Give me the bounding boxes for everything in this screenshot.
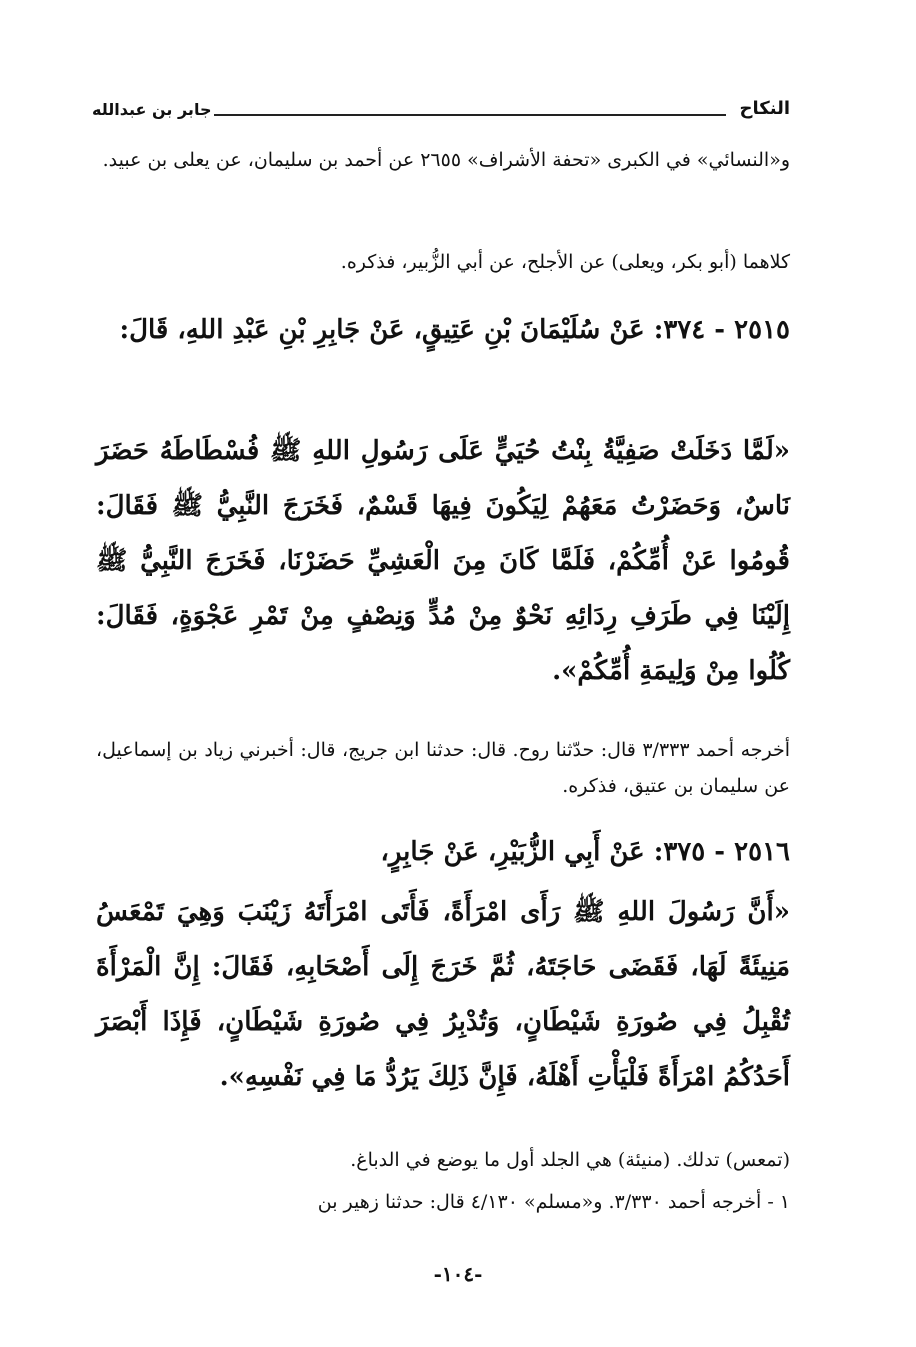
paragraph-ahmad-takhrij: أخرجه أحمد ٣/٣٣٣ قال: حدّثنا روح. قال: حدثنا ابن جريج، قال: أخبرني زياد بن إسماعيل، عن سليمان بن عتيق، فذكره. [96, 739, 791, 797]
chapter-title: النكاح [739, 98, 790, 119]
hadith-2515-text: «لَمَّا دَخَلَتْ صَفِيَّةُ بِنْتُ حُيَيٍّ عَلَى رَسُولِ اللهِ ﷺ فُسْطَاطَهُ حَضَرَ نَاسٌ، وَحَضَرْتُ مَعَهُمْ لِيَكُونَ فِيهَا قَسْمٌ، فَخَرَجَ النَّبِيُّ ﷺ فَقَالَ: قُومُوا عَنْ أُمِّكُمْ، فَلَمَّا كَانَ مِنَ الْعَشِيِّ حَضَرْنَا، فَخَرَجَ النَّبِيُّ ﷺ إِلَيْنَا فِي طَرَفِ رِدَائِهِ نَحْوٌ مِنْ مُدٍّ وَنِصْفٍ مِنْ تَمْرِ عَجْوَةٍ، فَقَالَ: كُلُوا مِنْ وَلِيمَةِ أُمِّكُمْ». [96, 436, 790, 686]
hadith-2515-heading: ٢٥١٥ - ٣٧٤: عَنْ سُلَيْمَانَ بْنِ عَتِيقٍ، عَنْ جَابِرِ بْنِ عَبْدِ اللهِ، قَالَ: [119, 315, 790, 345]
paragraph-nasai-citation: و«النسائي» في الكبرى «تحفة الأشراف» ٢٦٥٥ عن أحمد بن سليمان، عن يعلى بن عبيد. [102, 149, 790, 171]
header-rule [214, 114, 726, 116]
paragraph-kilahuma: كلاهما (أبو بكر، ويعلى) عن الأجلح، عن أبي الزُّبير، فذكره. [340, 251, 790, 273]
hadith-2516-heading: ٢٥١٦ - ٣٧٥: عَنْ أَبِي الزُّبَيْرِ، عَنْ جَابِرٍ، [380, 837, 790, 867]
running-header [92, 98, 790, 128]
footnote-takhrij: ١ - أخرجه أحمد ٣/٣٣٠. و«مسلم» ٤/١٣٠ قال: حدثنا زهير بن [317, 1191, 790, 1213]
hadith-2516-text: «أَنَّ رَسُولَ اللهِ ﷺ رَأَى امْرَأَةً، فَأَتَى امْرَأَتَهُ زَيْنَبَ وَهِيَ تَمْعَسُ مَنِيئَةً لَهَا، فَقَضَى حَاجَتَهُ، ثُمَّ خَرَجَ إِلَى أَصْحَابِهِ، فَقَالَ: إِنَّ الْمَرْأَةَ تُقْبِلُ فِي صُورَةِ شَيْطَانٍ، وَتُدْبِرُ فِي صُورَةِ شَيْطَانٍ، فَإِذَا أَبْصَرَ أَحَدُكُمُ امْرَأَةً فَلْيَأْتِ أَهْلَهُ، فَإِنَّ ذَلِكَ يَرُدُّ مَا فِي نَفْسِهِ». [96, 897, 790, 1092]
page-number: -١٠٤- [433, 1262, 483, 1286]
footnote-definitions: (تمعس) تدلك. (منيئة) هي الجلد أول ما يوضع في الدباغ. [350, 1149, 790, 1171]
narrator-title: جابر بن عبدالله [92, 100, 212, 119]
